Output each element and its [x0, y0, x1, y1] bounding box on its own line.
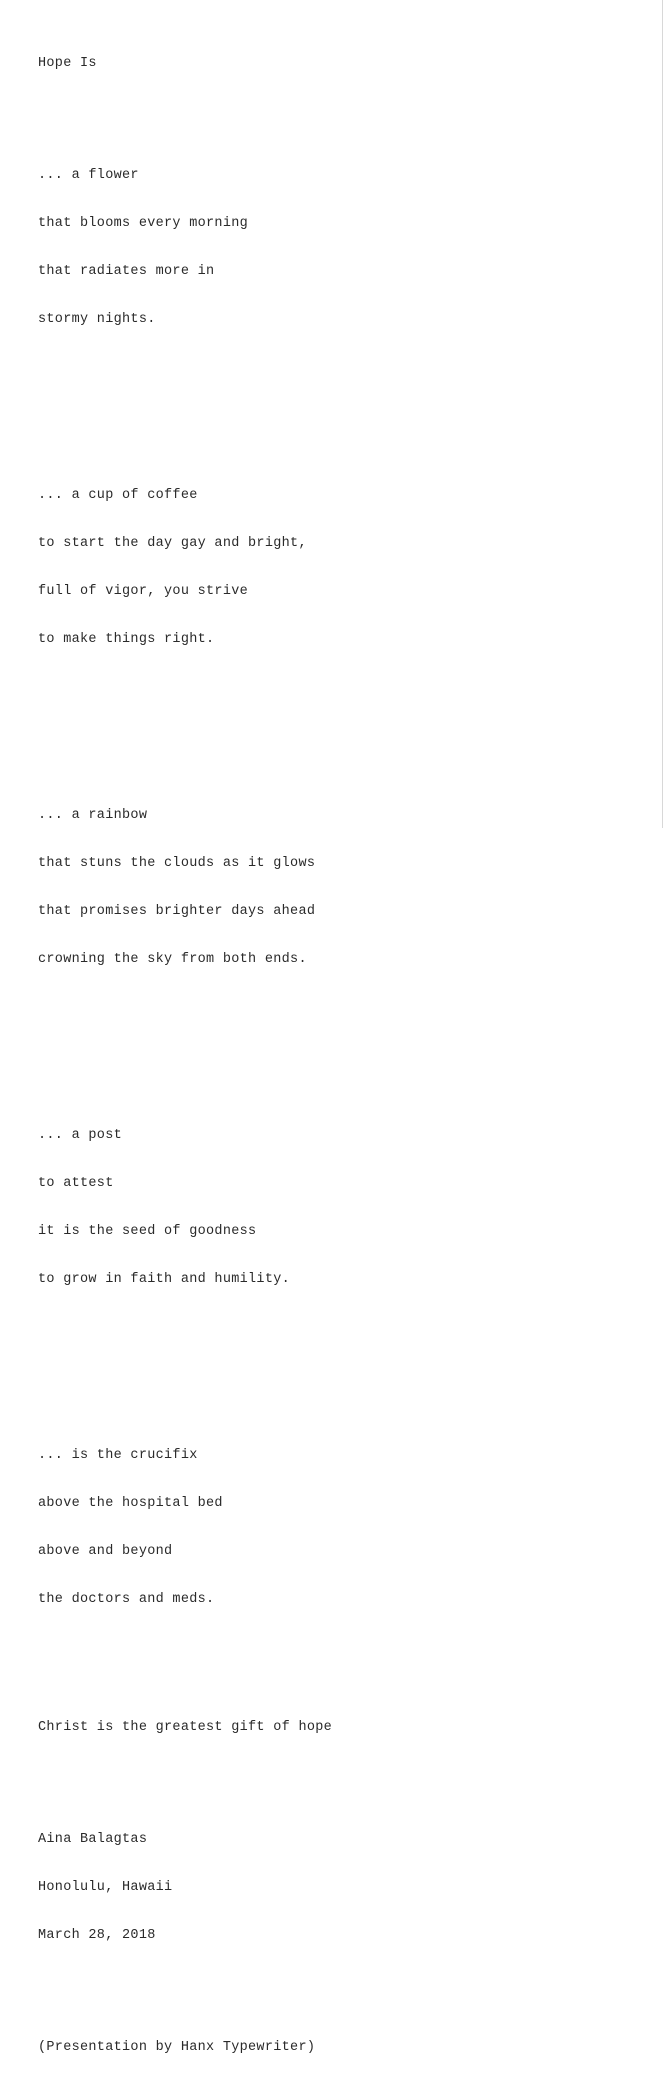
stanza-2: [38, 456, 332, 680]
stanza-line: that radiates more in: [38, 264, 215, 279]
stanza-line: that blooms every morning: [38, 216, 249, 231]
stanza-line: that stuns the clouds as it glows: [38, 856, 316, 871]
stanza-line: full of vigor, you strive: [38, 584, 249, 599]
stanza-line: above the hospital bed: [38, 1496, 223, 1511]
poem-title: Hope Is: [38, 56, 97, 71]
stanza-line: stormy nights.: [38, 312, 156, 327]
stanza-line: ... is the crucifix: [38, 1448, 198, 1463]
poem-date: March 28, 2018: [38, 1928, 156, 1943]
stanza-line: ... a rainbow: [38, 808, 148, 823]
stanza-line: it is the seed of goodness: [38, 1224, 257, 1239]
poem-body: [38, 24, 332, 2088]
closing-line: Christ is the greatest gift of hope: [38, 1720, 333, 1735]
stanza-line: ... a post: [38, 1128, 123, 1143]
stanza-line: above and beyond: [38, 1544, 173, 1559]
stanza-line: to start the day gay and bright,: [38, 536, 307, 551]
stanza-line: to attest: [38, 1176, 114, 1191]
stanza-line: to grow in faith and humility.: [38, 1272, 291, 1287]
stanza-line: crowning the sky from both ends.: [38, 952, 307, 967]
stanza-3: [38, 776, 332, 1000]
stanza-4: [38, 1096, 332, 1320]
presentation-credit: (Presentation by Hanx Typewriter): [38, 2040, 316, 2055]
author-place: Honolulu, Hawaii: [38, 1880, 173, 1895]
stanza-line: that promises brighter days ahead: [38, 904, 316, 919]
stanza-line: ... a cup of coffee: [38, 488, 198, 503]
stanza-line: ... a flower: [38, 168, 139, 183]
stanza-5: [38, 1416, 332, 1640]
stanza-1: [38, 136, 332, 360]
author-name: Aina Balagtas: [38, 1832, 148, 1847]
stanza-line: to make things right.: [38, 632, 215, 647]
stanza-line: the doctors and meds.: [38, 1592, 215, 1607]
signature-block: [38, 1800, 332, 1976]
